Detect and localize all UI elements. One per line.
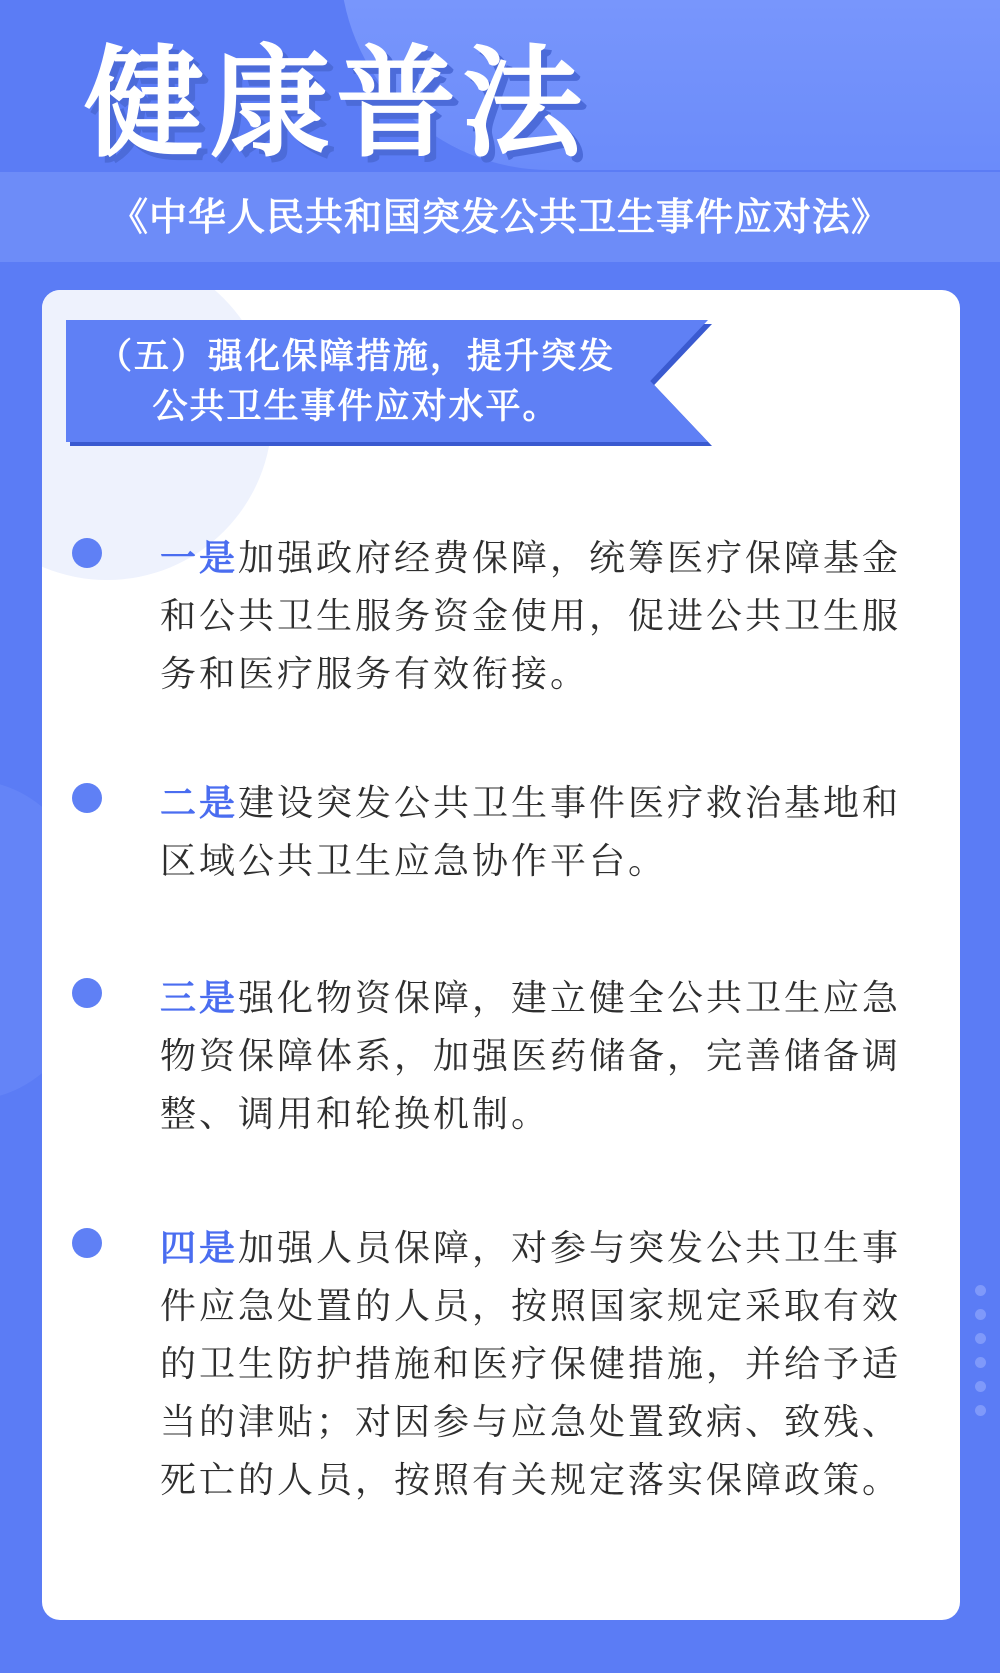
bullet-dot-icon [72, 1228, 102, 1258]
bullet-dot-icon [72, 538, 102, 568]
page-title: 健康普法 [84, 35, 588, 174]
decorative-dots [975, 1285, 987, 1429]
item-body: 加强政府经费保障，统筹医疗保障基金和公共卫生服务资金使用，促进公共卫生服务和医疗服务有效衔接。 [160, 538, 902, 695]
item-lead: 四是 [160, 1228, 239, 1269]
dot-icon [975, 1405, 986, 1416]
item-body: 强化物资保障，建立健全公共卫生应急物资保障体系，加强医药储备，完善储备调整、调用和轮换机制。 [160, 978, 902, 1135]
item-text [160, 775, 934, 891]
bullet-dot-icon [72, 783, 102, 813]
bullet-dot-icon [72, 978, 102, 1008]
item-lead: 一是 [160, 538, 239, 579]
dot-icon [975, 1357, 986, 1368]
law-title: 《中华人民共和国突发公共卫生事件应对法》 [109, 195, 890, 239]
item-text [160, 530, 934, 704]
section-heading [66, 320, 646, 442]
section-heading-line-1: （五）强化保障措施，提升突发 [96, 337, 615, 377]
dot-icon [975, 1381, 986, 1392]
item-text [160, 1220, 934, 1510]
item-text [160, 970, 934, 1144]
dot-icon [975, 1285, 986, 1296]
item-lead: 三是 [160, 978, 239, 1019]
dot-icon [975, 1309, 986, 1320]
section-heading-line-2: 公共卫生事件应对水平。 [152, 387, 560, 427]
content-card [42, 290, 960, 1620]
item-body: 加强人员保障，对参与突发公共卫生事件应急处置的人员，按照国家规定采取有效的卫生防护措施和医疗保健措施，并给予适当的津贴；对因参与应急处置致病、致残、死亡的人员，按照有关规定落实保障政策。 [160, 1228, 902, 1501]
item-lead: 二是 [160, 783, 239, 824]
dot-icon [975, 1333, 986, 1344]
item-body: 建设突发公共卫生事件医疗救治基地和区域公共卫生应急协作平台。 [160, 783, 902, 882]
